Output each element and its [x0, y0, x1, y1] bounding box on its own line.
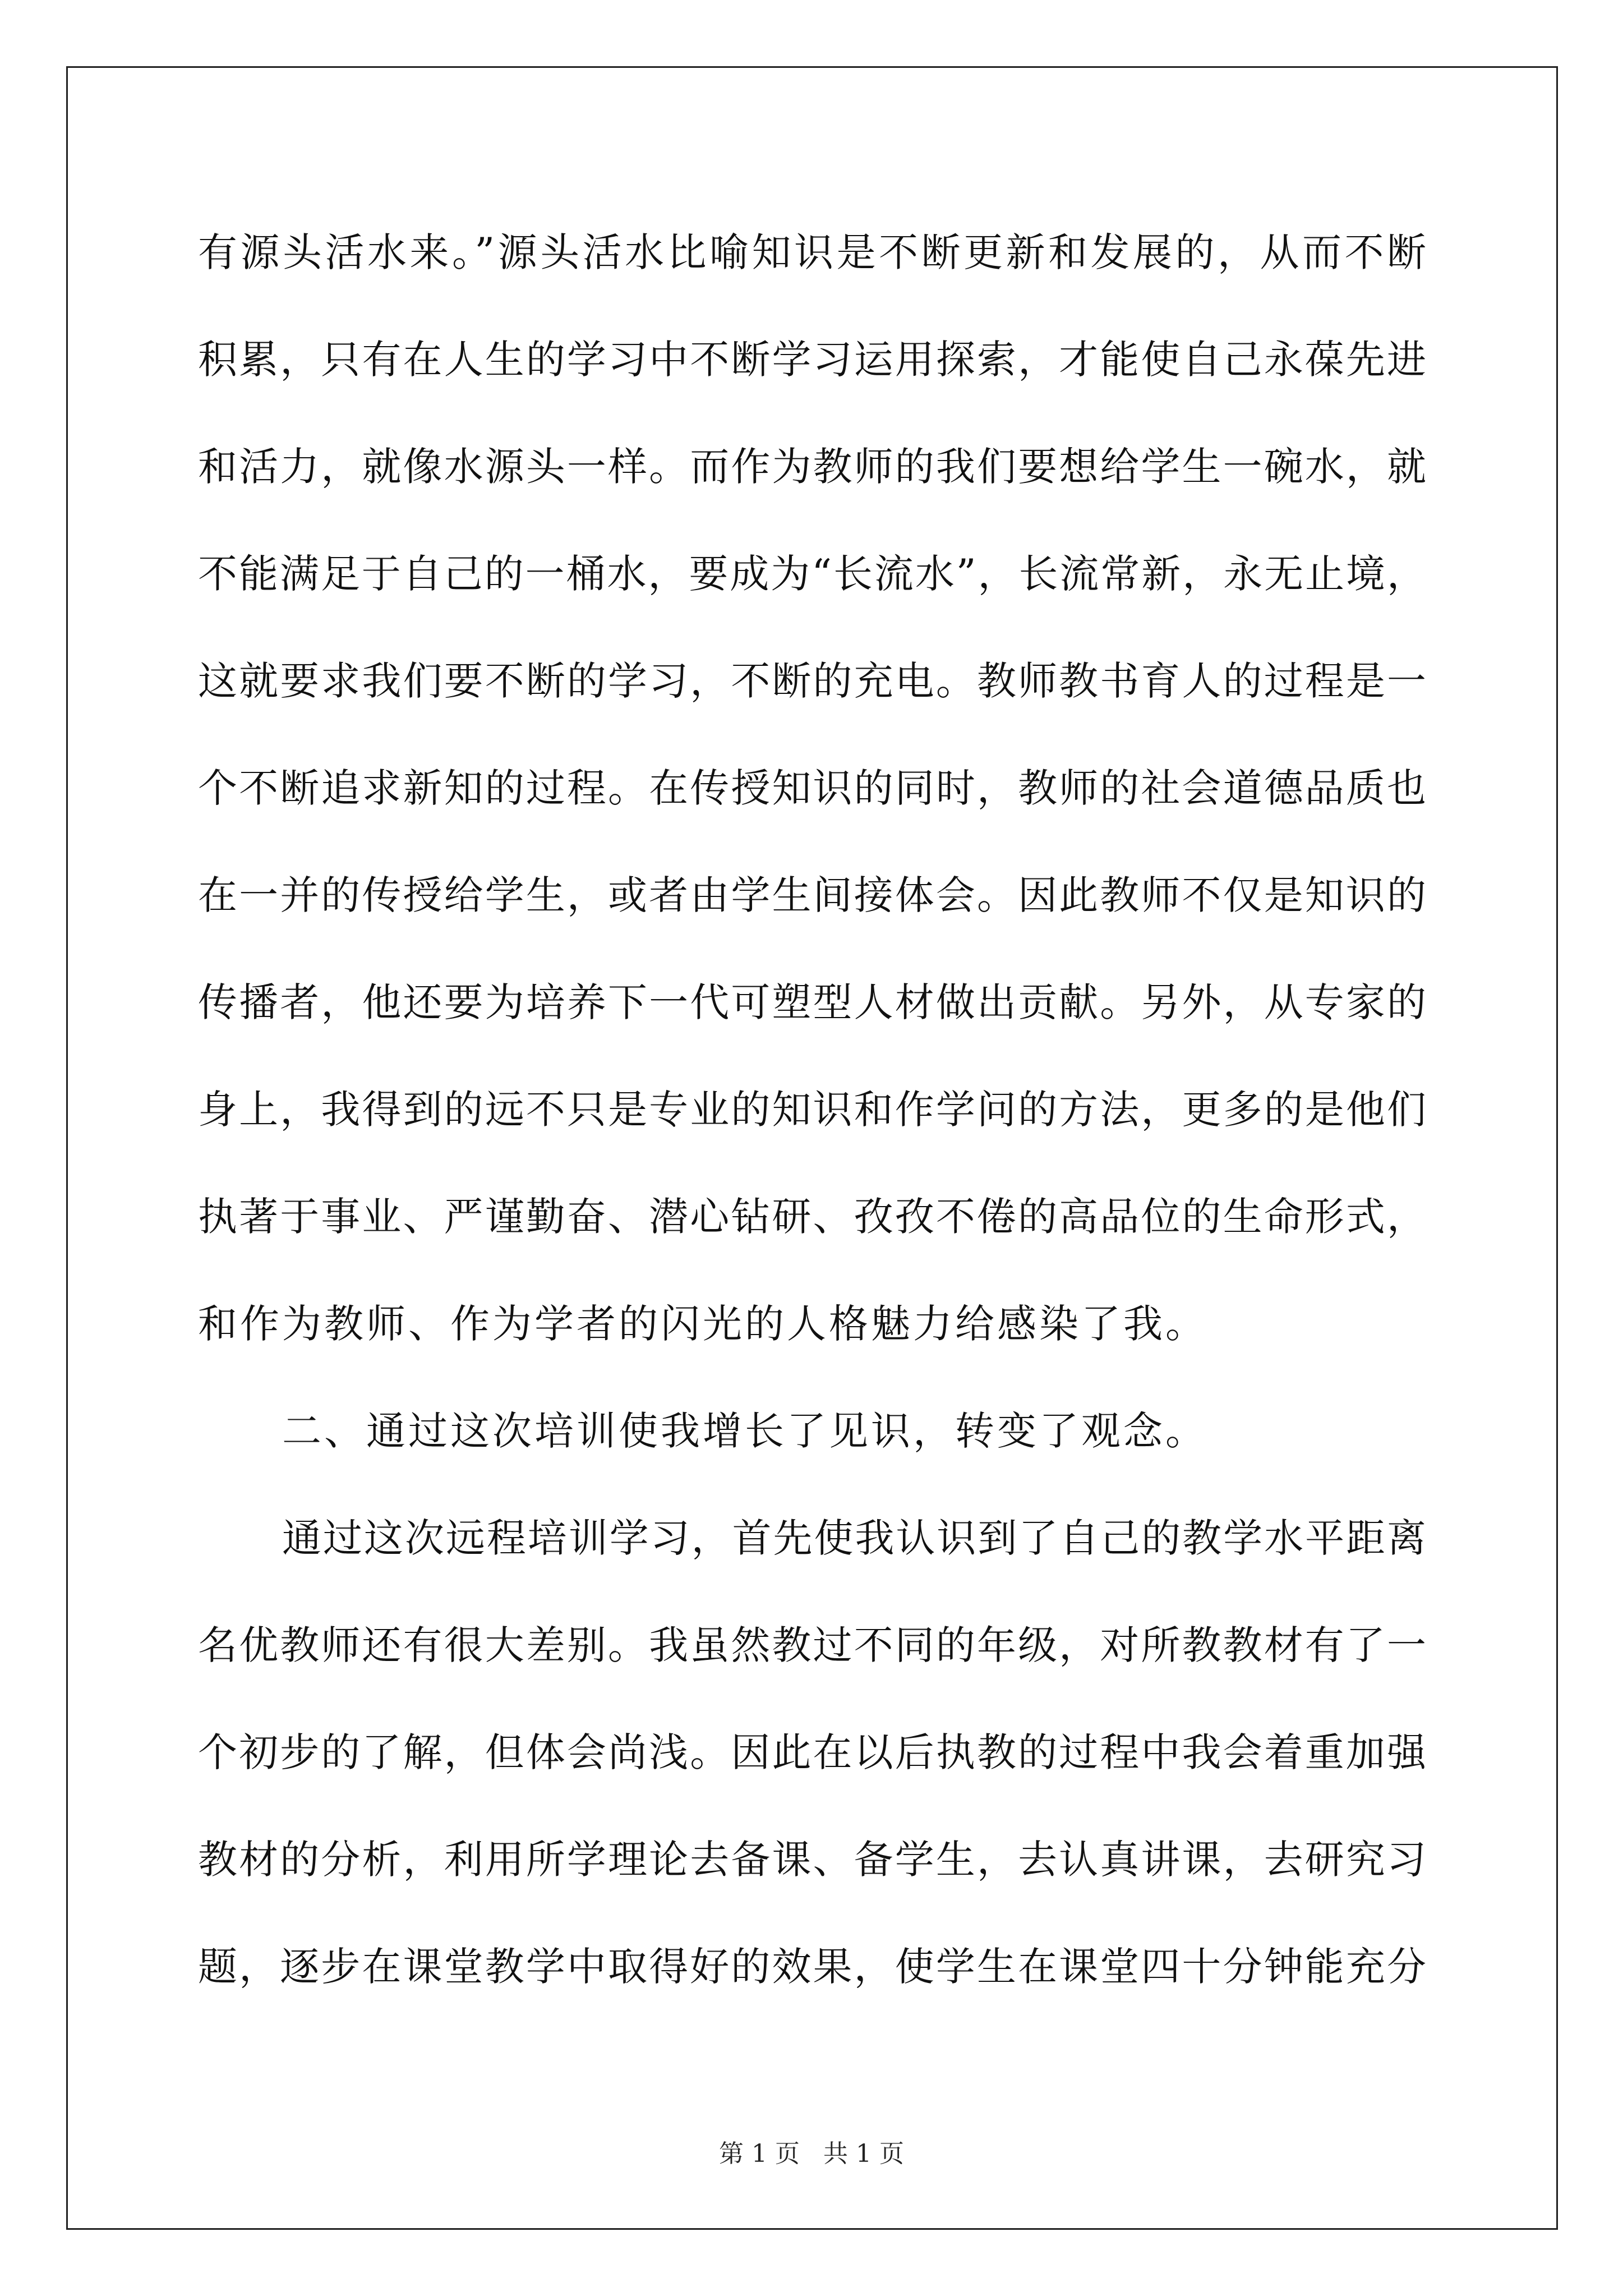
text-line: 名优教师还有很大差别。我虽然教过不同的年级，对所教教材有了一: [198, 1622, 1426, 1668]
document-body: [198, 222, 1426, 2043]
text-line: 有源头活水来。”源头活水比喻知识是不断更新和发展的，从而不断: [198, 229, 1426, 275]
text-line: 执著于事业、严谨勤奋、潜心钻研、孜孜不倦的高品位的生命形式，: [198, 1194, 1426, 1240]
text-line: 传播者，他还要为培养下一代可塑型人材做出贡献。另外，从专家的: [198, 979, 1426, 1025]
text-line: 和作为教师、作为学者的闪光的人格魅力给感染了我。: [198, 1301, 1207, 1347]
text-line: 和活力，就像水源头一样。而作为教师的我们要想给学生一碗水，就: [198, 444, 1426, 490]
text-line: 积累，只有在人生的学习中不断学习运用探索，才能使自己永葆先进: [198, 337, 1426, 383]
text-line: 个初步的了解，但体会尚浅。因此在以后执教的过程中我会着重加强: [198, 1729, 1426, 1775]
text-line: 通过这次远程培训学习，首先使我认识到了自己的教学水平距离: [282, 1515, 1426, 1561]
text-line: 二、通过这次培训使我增长了见识，转变了观念。: [282, 1408, 1207, 1454]
text-line: 题，逐步在课堂教学中取得好的效果，使学生在课堂四十分钟能充分: [198, 1944, 1426, 1990]
text-line: 教材的分析，利用所学理论去备课、备学生，去认真讲课，去研究习: [198, 1837, 1426, 1883]
text-line: 不能满足于自己的一桶水，要成为“长流水”，长流常新，永无止境，: [198, 551, 1426, 597]
page-footer: 第 1 页 共 1 页: [719, 2139, 904, 2168]
text-line: 在一并的传授给学生，或者由学生间接体会。因此教师不仅是知识的: [198, 872, 1426, 918]
text-line: 这就要求我们要不断的学习，不断的充电。教师教书育人的过程是一: [198, 658, 1426, 704]
text-line: 个不断追求新知的过程。在传授知识的同时，教师的社会道德品质也: [198, 765, 1426, 811]
text-line: 身上，我得到的远不只是专业的知识和作学问的方法，更多的是他们: [198, 1087, 1426, 1133]
